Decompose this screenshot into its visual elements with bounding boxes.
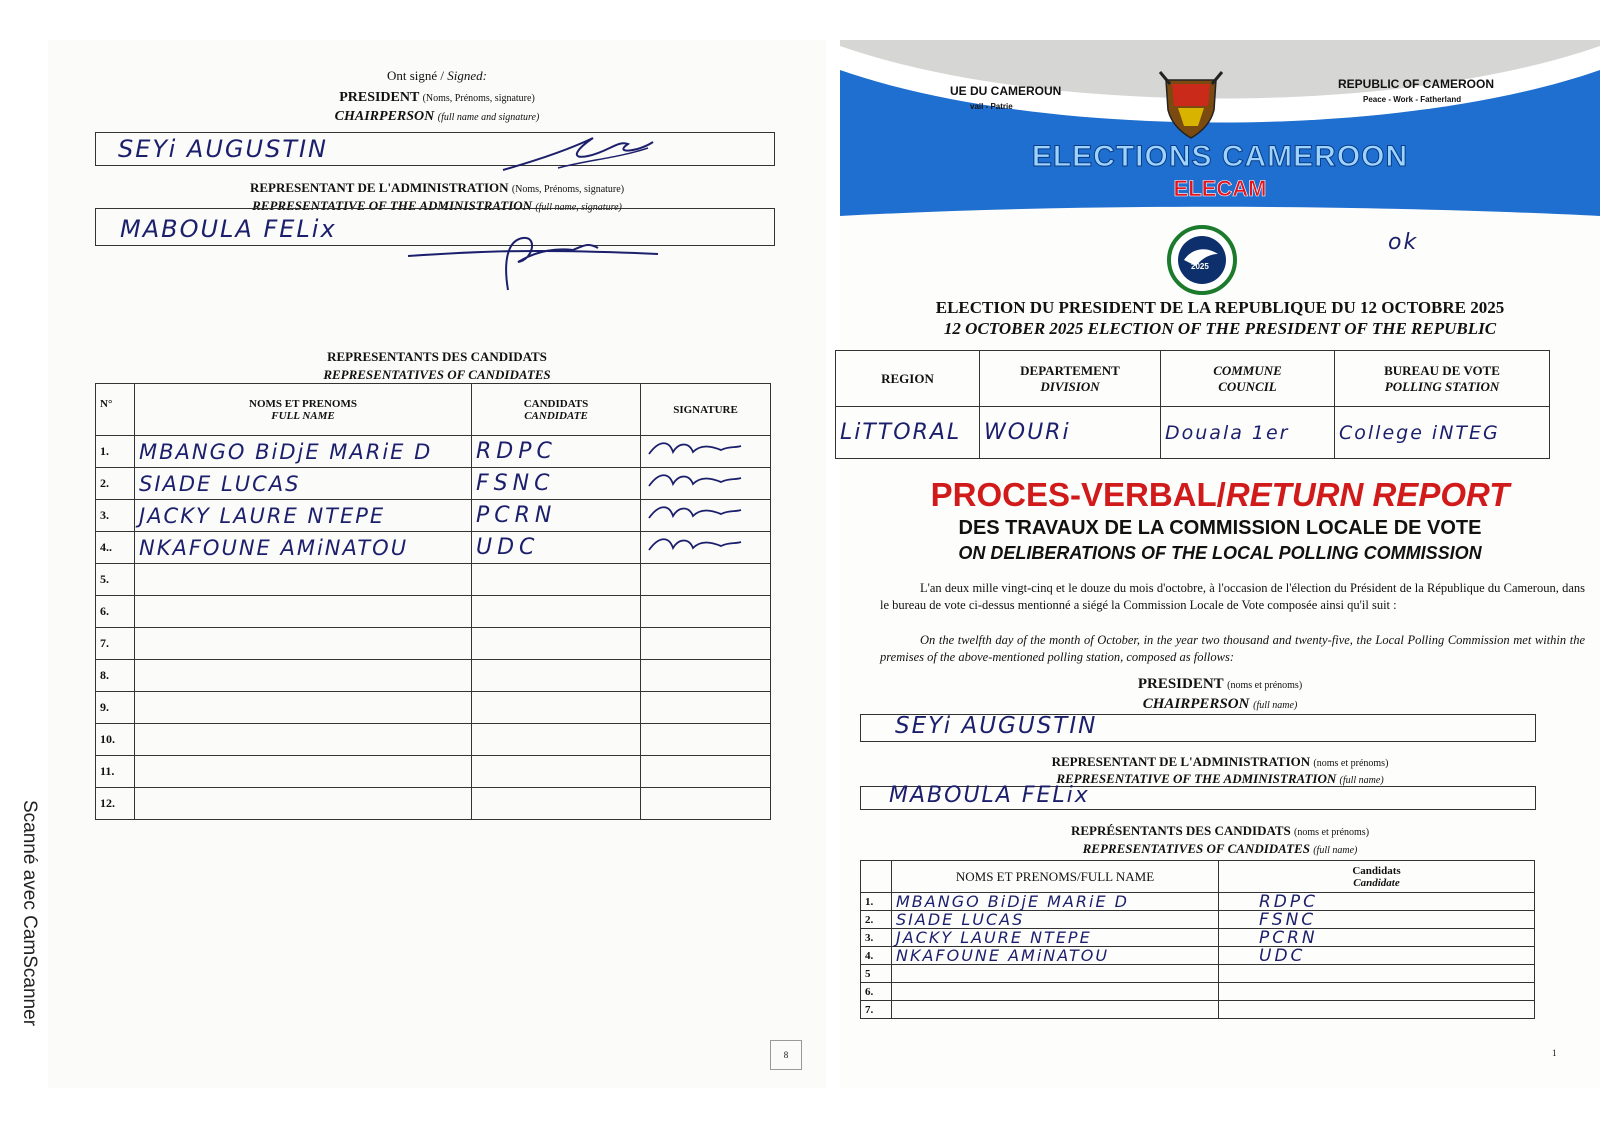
president-name-field[interactable]: SEYi AUGUSTIN [860, 714, 1536, 742]
polling-station-value[interactable]: College iNTEG [1335, 407, 1550, 459]
right-page [840, 40, 1600, 1088]
candidate-cell[interactable] [1219, 1001, 1535, 1019]
table-row [96, 468, 771, 500]
reps-label-fr: REPRÉSENTANTS DES CANDIDATS (noms et prénoms) [1070, 823, 1370, 838]
motto-fr: vail - Patrie [970, 102, 1013, 111]
admin-label-fr: REPRESENTANT DE L'ADMINISTRATION (Noms, Prénoms, signature) [249, 180, 625, 195]
rep-name-cell[interactable] [135, 788, 472, 820]
rep-name-cell[interactable] [135, 596, 472, 628]
president-label-fr: PRESIDENT (Noms, Prénoms, signature) [339, 90, 535, 105]
rep-name-cell[interactable]: JACKY LAURE NTEPE [135, 500, 472, 532]
candidate-cell[interactable] [472, 788, 641, 820]
candidate-cell[interactable] [472, 692, 641, 724]
col-names: NOMS ET PRENOMS/FULL NAME [892, 861, 1219, 893]
signature-cell[interactable] [641, 628, 771, 660]
intro-paragraph-fr: L'an deux mille vingt-cinq et le douze du mois d'octobre, à l'occasion de l'élection du Président de la République du Cameroun, dans le bureau de vote ci-dessus mentionné a siégé la Commission Locale de Vote composée ainsi qu'il suit : [880, 581, 1585, 612]
rep-name-cell[interactable] [135, 724, 472, 756]
row-number: 8. [96, 660, 135, 692]
row-number: 7. [861, 1001, 892, 1019]
president-signature-icon [498, 130, 658, 180]
rep-name-cell[interactable]: JACKY LAURE NTEPE [892, 929, 1219, 947]
table-row [861, 929, 1535, 947]
left-page [48, 40, 826, 1088]
table-row [96, 756, 771, 788]
chairperson-label-en: CHAIRPERSON (full name and signature) [334, 109, 540, 124]
signature-cell[interactable] [641, 468, 771, 500]
row-number: 12. [96, 788, 135, 820]
president-label-fr: PRESIDENT (noms et prénoms) [1137, 676, 1303, 692]
election-title-fr: ELECTION DU PRESIDENT DE LA REPUBLIQUE DU 12 OCTOBRE 2025 [935, 298, 1505, 317]
rep-name-cell[interactable] [135, 564, 472, 596]
row-number: 1. [861, 893, 892, 911]
rep-name-cell[interactable] [135, 628, 472, 660]
rep-name-cell[interactable]: SIADE LUCAS [135, 468, 472, 500]
election-title-en: 12 OCTOBER 2025 ELECTION OF THE PRESIDENT OF THE REPUBLIC [943, 319, 1497, 338]
table-row [861, 983, 1535, 1001]
signature-cell[interactable] [641, 692, 771, 724]
table-row [861, 893, 1535, 911]
table-row [96, 788, 771, 820]
row-number: 9. [96, 692, 135, 724]
table-row [96, 660, 771, 692]
row-number: 5. [96, 564, 135, 596]
rep-signature-icon [645, 468, 745, 494]
col-no: N° [96, 384, 135, 436]
admin-label-en: REPRESENTATIVE OF THE ADMINISTRATION (full name, signature) [252, 198, 622, 213]
signed-heading: Ont signé / Signed: [386, 68, 488, 83]
row-number: 1. [96, 436, 135, 468]
signature-cell[interactable] [641, 532, 771, 564]
seal-year: 2025 [1191, 262, 1209, 271]
candidate-cell[interactable] [472, 596, 641, 628]
row-number: 11. [96, 756, 135, 788]
col-candidate: Candidats Candidate [1219, 861, 1535, 893]
rep-name-cell[interactable]: NKAFOUNE AMiNATOU [135, 532, 472, 564]
location-values-row [836, 407, 1550, 459]
country-fr: UE DU CAMEROUN [950, 84, 1062, 98]
table-row [861, 911, 1535, 929]
admin-name-field[interactable]: MABOULA FELix [860, 786, 1536, 810]
candidates-summary-table [860, 860, 1535, 1019]
row-number: 6. [861, 983, 892, 1001]
row-number: 7. [96, 628, 135, 660]
elecam-seal-icon [1166, 224, 1238, 296]
country-en: REPUBLIC OF CAMEROON [1338, 77, 1494, 91]
candidate-cell[interactable]: FSNC [1219, 911, 1535, 929]
col-candidate: CANDIDATS CANDIDATE [472, 384, 641, 436]
candidate-cell[interactable]: UDC [472, 532, 641, 564]
page-number: 8 [770, 1040, 802, 1070]
intro-paragraph-en: On the twelfth day of the month of October, in the year two thousand and twenty-five, the Local Polling Commission met within the premises of the above-mentioned polling station, composed as follows: [880, 633, 1585, 664]
candidate-cell[interactable] [472, 660, 641, 692]
table-row [96, 532, 771, 564]
summary-header-row [861, 861, 1535, 893]
president-name-field[interactable]: SEYi AUGUSTIN [95, 132, 775, 166]
signature-cell[interactable] [641, 660, 771, 692]
council-header: COMMUNE COUNCIL [1161, 351, 1335, 407]
candidate-cell[interactable]: RDPC [1219, 893, 1535, 911]
row-number: 2. [861, 911, 892, 929]
polling-station-header: BUREAU DE VOTE POLLING STATION [1335, 351, 1550, 407]
table-row [96, 628, 771, 660]
table-row [861, 1001, 1535, 1019]
rep-signature-icon [645, 532, 745, 558]
table-row [96, 436, 771, 468]
rep-name-cell[interactable] [135, 660, 472, 692]
table-row [96, 500, 771, 532]
division-value[interactable]: WOURi [980, 407, 1161, 459]
row-number: 3. [861, 929, 892, 947]
region-value[interactable]: LiTTORAL [836, 407, 980, 459]
report-subtitle-fr: DES TRAVAUX DE LA COMMISSION LOCALE DE VOTE [958, 517, 1482, 539]
signature-cell[interactable] [641, 500, 771, 532]
col-no [861, 861, 892, 893]
rep-name-cell[interactable] [892, 983, 1219, 1001]
chairperson-label-en: CHAIRPERSON (full name) [1142, 696, 1298, 712]
row-number: 6. [96, 596, 135, 628]
rep-signature-icon [645, 500, 745, 526]
row-number: 10. [96, 724, 135, 756]
location-table [835, 350, 1550, 459]
row-number: 4. [861, 947, 892, 965]
admin-label-en: REPRESENTATIVE OF THE ADMINISTRATION (full name) [1056, 771, 1384, 786]
table-row [96, 692, 771, 724]
signature-cell[interactable] [641, 596, 771, 628]
row-number: 5 [861, 965, 892, 983]
candidate-cell[interactable]: PCRN [1219, 929, 1535, 947]
reps-label-en: REPRESENTATIVES OF CANDIDATES [323, 367, 551, 382]
rep-name-cell[interactable]: MBANGO BiDjE MARiE D [135, 436, 472, 468]
coat-of-arms-icon [1158, 70, 1224, 140]
division-header: DEPARTEMENT DIVISION [980, 351, 1161, 407]
signature-cell[interactable] [641, 436, 771, 468]
admin-label-fr: REPRESENTANT DE L'ADMINISTRATION (noms et prénoms) [1051, 754, 1389, 769]
table-row [96, 564, 771, 596]
report-subtitle-en: ON DELIBERATIONS OF THE LOCAL POLLING COMMISSION [958, 543, 1482, 563]
org-name: ELECTIONS CAMEROON [1031, 140, 1409, 173]
candidate-cell[interactable] [1219, 983, 1535, 1001]
signature-cell[interactable] [641, 564, 771, 596]
admin-name-field[interactable]: MABOULA FELix [95, 208, 775, 246]
candidate-cell[interactable]: PCRN [472, 500, 641, 532]
candidate-cell[interactable] [472, 756, 641, 788]
row-number: 2. [96, 468, 135, 500]
signature-cell[interactable] [641, 756, 771, 788]
org-acronym: ELECAM [1173, 176, 1267, 201]
row-number: 3. [96, 500, 135, 532]
table-row [96, 596, 771, 628]
candidates-table [95, 383, 771, 820]
table-header-row [96, 384, 771, 436]
rep-name-cell[interactable]: MBANGO BiDjE MARiE D [892, 893, 1219, 911]
candidate-cell[interactable]: RDPC [472, 436, 641, 468]
location-header-row [836, 351, 1550, 407]
reps-label-fr: REPRESENTANTS DES CANDIDATS [327, 349, 547, 364]
col-signature: SIGNATURE [641, 384, 771, 436]
page-number: 1 [1552, 1048, 1557, 1058]
scanner-watermark: Scanné avec CamScanner [19, 800, 40, 1027]
region-header: REGION [836, 351, 980, 407]
council-value[interactable]: Douala 1er [1161, 407, 1335, 459]
rep-name-cell[interactable] [135, 692, 472, 724]
candidate-cell[interactable] [472, 628, 641, 660]
rep-name-cell[interactable] [892, 965, 1219, 983]
signature-cell[interactable] [641, 724, 771, 756]
row-number: 4.. [96, 532, 135, 564]
rep-name-cell[interactable]: SIADE LUCAS [892, 911, 1219, 929]
candidate-cell[interactable]: UDC [1219, 947, 1535, 965]
table-row [861, 947, 1535, 965]
rep-name-cell[interactable] [135, 756, 472, 788]
table-row [861, 965, 1535, 983]
candidate-cell[interactable] [472, 564, 641, 596]
rep-name-cell[interactable]: NKAFOUNE AMiNATOU [892, 947, 1219, 965]
candidate-cell[interactable]: FSNC [472, 468, 641, 500]
reps-label-en: REPRESENTATIVES OF CANDIDATES (full name) [1082, 841, 1358, 856]
rep-name-cell[interactable] [892, 1001, 1219, 1019]
signature-cell[interactable] [641, 788, 771, 820]
table-row [96, 724, 771, 756]
report-title: PROCES-VERBAL/RETURN REPORT [930, 476, 1510, 513]
admin-signature-icon [408, 220, 668, 300]
ok-mark: ok [1388, 230, 1419, 255]
candidate-cell[interactable] [472, 724, 641, 756]
candidate-cell[interactable] [1219, 965, 1535, 983]
motto-en: Peace - Work - Fatherland [1363, 95, 1462, 104]
rep-signature-icon [645, 436, 745, 462]
col-names: NOMS ET PRENOMS FULL NAME [135, 384, 472, 436]
